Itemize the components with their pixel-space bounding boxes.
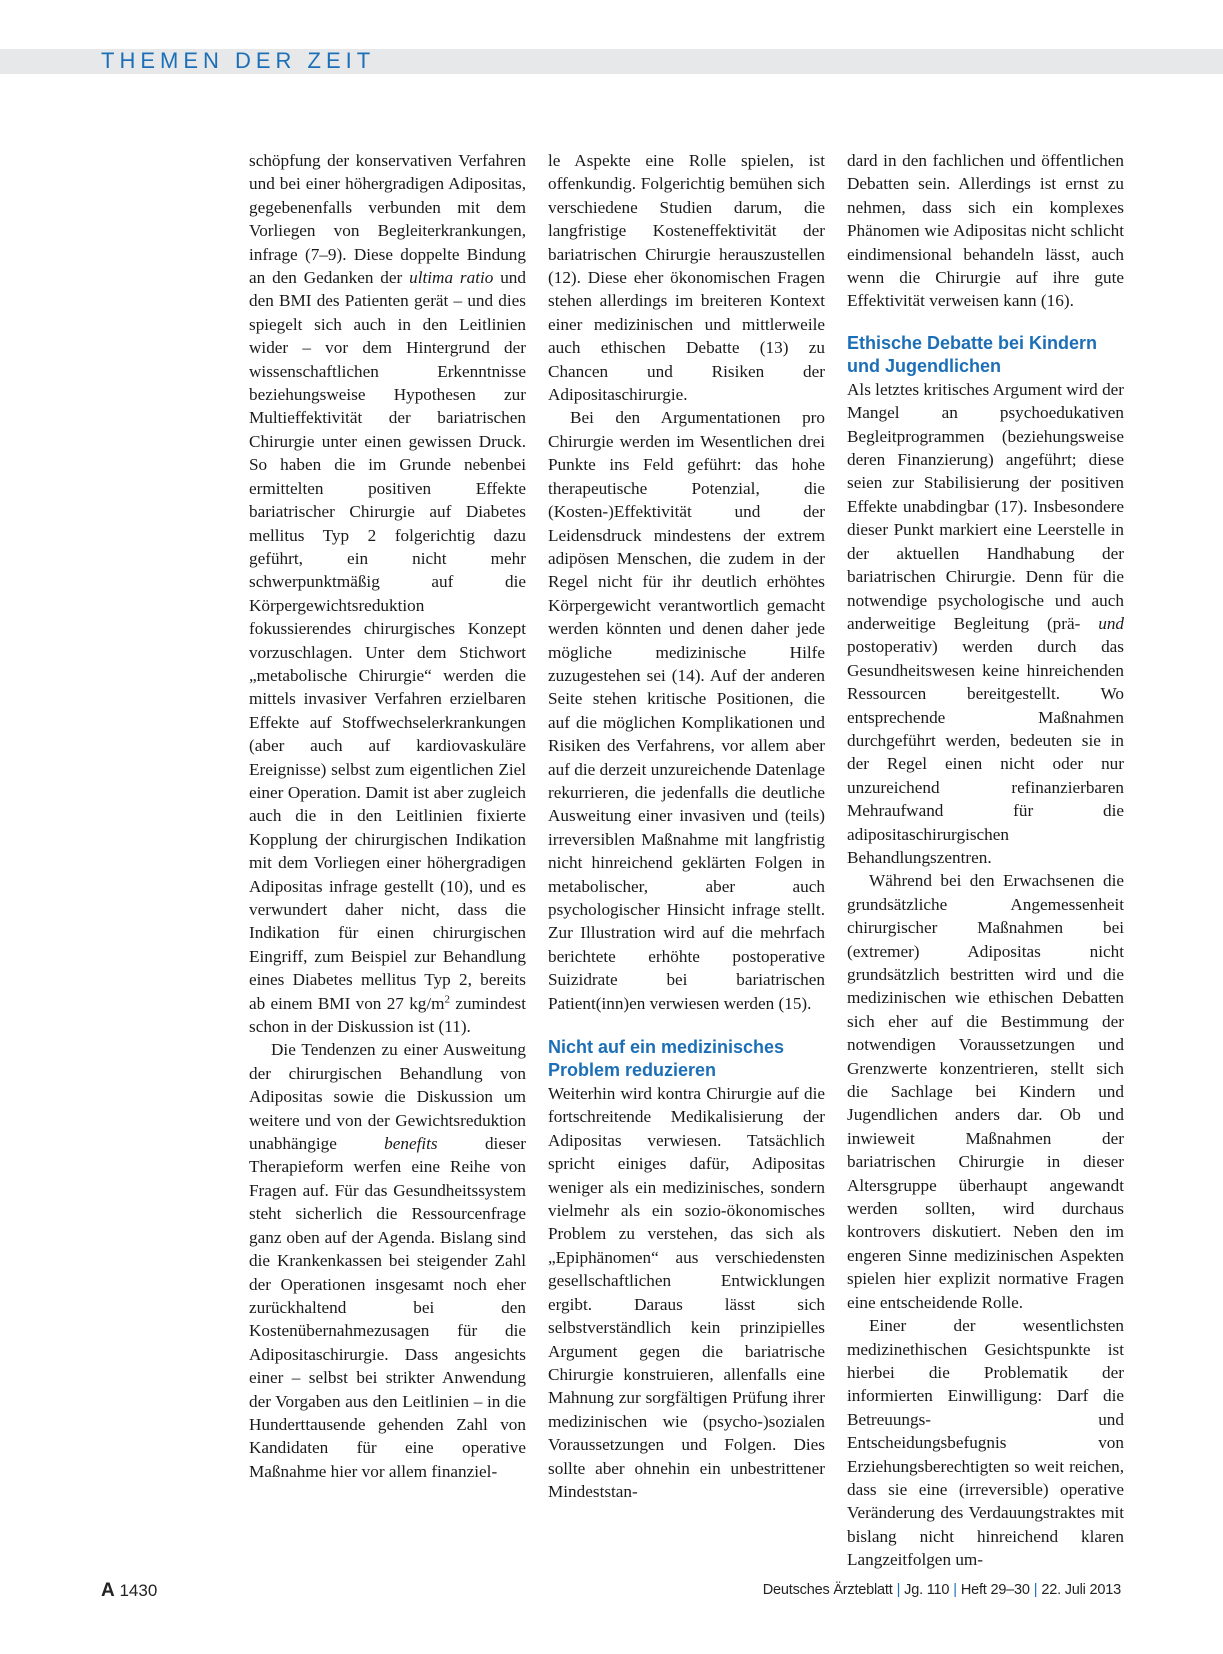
paragraph: schöpfung der konservativen Verfahren und bei einer höhergradigen Adipositas, gegebenenfalls verbunden mit dem Vorliegen von Begleiterkrankungen, infrage (7–9). Diese doppelte Bindung an den Gedanken der ultima ratio und den BMI des Patienten gerät – und dies spiegelt sich auch in den Leitlinien wider – vor dem Hintergrund der wissenschaftlichen Erkenntnisse beziehungsweise Hypothesen zur Multieffektivität der bariatrischen Chirurgie unter einen gewissen Druck. So haben die im Grunde nebenbei ermittelten positiven Effekte bariatrischer Chirurgie auf Diabetes mellitus Typ 2 folgerichtig dazu geführt, ein nicht mehr schwerpunktmäßig auf die Körpergewichtsreduktion fokussierendes chirurgisches Konzept vorzuschlagen. Unter dem Stichwort „metabolische Chirurgie“ werden die mittels invasiver Verfahren erzielbaren Effekte auf Stoffwechselerkrankungen (aber auch auf kardiovaskuläre Ereignisse) selbst zum eigentlichen Ziel einer Operation. Damit ist aber zugleich auch die in den Leitlinien fixierte Kopplung der chirurgischen Indikation mit dem Vorliegen einer höhergradigen Adipositas infrage gestellt (10), und es verwundert daher nicht, dass die Indikation für einen chirurgischen Eingriff, zum Beispiel zur Behandlung eines Diabetes mellitus Typ 2, bereits ab einem BMI von 27 $kg/m^2$ zumindest schon in der Diskussion ist (11).	[249, 151, 526, 1037]
paragraph: Bei den Argumentationen pro Chirurgie werden im Wesentlichen drei Punkte ins Feld geführt: das hohe therapeutische Potenzial, die (Kosten-)Effektivität und der Leidensdruck mindestens der extrem adipösen Menschen, die zudem in der Regel nicht für ihr deutlich erhöhtes Körpergewicht verantwortlich gemacht werden könnten und denen daher jede mögliche medizinische Hilfe zuzugestehen sei (14). Auf der anderen Seite stehen kritische Positionen, die auf die möglichen Komplikationen und Risiken des Verfahrens, vor allem aber auf die derzeit unzureichende Datenlage rekurrieren, die jedenfalls die deutliche Ausweitung einer invasiven und (teils) irreversiblen Maßnahme mit langfristig nicht hinreichend geklärten Folgen in metabolischer, aber auch psychologischer Hinsicht infrage stellt. Zur Illustration wird auf die mehrfach berichtete erhöhte postoperative Suizidrate bei bariatrischen Patient(inn)en verwiesen werden (15).	[548, 408, 825, 1013]
paragraph: Als letztes kritisches Argument wird der Mangel an psychoedukativen Begleitprogrammen (beziehungsweise deren Finanzierung) angeführt; diese seien zur Stabilisierung der positiven Effekte unabdingbar (17). Insbesondere dieser Punkt markiert eine Leerstelle in der aktuellen Handhabung der bariatrischen Chirurgie. Denn für die notwendige psychologische und auch anderweitige Begleitung (prä- und postoperativ) werden durch das Gesundheitswesen keine hinreichenden Ressourcen bereitgestellt. Wo entsprechende Maßnahmen durchgeführt werden, bedeuten sie in der Regel einen nicht oder nur unzureichend refinanzierbaren Mehraufwand für die adipositaschirurgischen Behandlungszentren.	[847, 379, 1125, 867]
paragraph: Die Tendenzen zu einer Ausweitung der chirurgischen Behandlung von Adipositas sowie die Diskussion um weitere und von der Gewichtsreduktion unabhängige benefits dieser Therapieform werfen eine Reihe von Fragen auf. Für das Gesundheitssystem steht sicherlich die Ressourcenfrage ganz oben auf der Agenda. Bislang sind die Krankenkassen bei steigender Zahl der Operationen insgesamt noch eher zurückhaltend bei den Kostenübernahmezusagen für die Adipositaschirurgie. Dass angesichts einer – selbst bei strikter Anwendung der Vorgaben aus den Leitlinien – in die Hunderttausende gehenden Zahl von Kandidaten für eine operative Maßnahme hier vor allem finanziel-	[249, 1040, 526, 1481]
column-2	[548, 149, 825, 1503]
paragraph: Weiterhin wird kontra Chirurgie auf die fortschreitende Medikalisierung der Adipositas verwiesen. Tatsächlich spricht einiges dafür, Adipositas weniger als ein medizinisches, sondern vielmehr als ein sozio-ökonomisches Problem zu verstehen, das sich als „Epiphänomen“ aus verschiedensten gesellschaftlichen Entwicklungen ergibt. Daraus lässt sich selbstverständlich kein prinzipielles Argument gegen die bariatrische Chirurgie konstruieren, allenfalls eine Mahnung zur sorgfältigen Prüfung ihrer medizinischen wie (psycho-)sozialen Voraussetzungen und Folgen. Dies sollte aber ohnehin ein unbestrittener Mindeststan-	[548, 1084, 825, 1501]
column-3	[847, 149, 1124, 1572]
subheading: Ethische Debatte bei Kindern und Jugendlichen	[847, 332, 1098, 376]
paragraph: Einer der wesentlichsten medizinethischen Gesichtspunkte ist hierbei die Problematik der informierten Einwilligung: Darf die Betreuungs- und Entscheidungsbefugnis von Erziehungsberechtigten so weit reichen, dass sie eine (irreversible) operative Veränderung des Verdauungstraktes mit bislang nicht hinreichend klaren Langzeitfolgen um-	[847, 1316, 1124, 1570]
paragraph: dard in den fachlichen und öffentlichen Debatten sein. Allerdings ist ernst zu nehmen, dass sich ein komplexes Phänomen wie Adipositas nicht schlicht eindimensional behandeln lässt, auch wenn die Chirurgie auf ihre gute Effektivität verweisen kann (16).	[847, 151, 1124, 311]
page-number: A 1430	[101, 1580, 158, 1601]
section-label: THEMEN DER ZEIT	[101, 48, 376, 73]
paragraph: le Aspekte eine Rolle spielen, ist offenkundig. Folgerichtig bemühen sich verschiedene Studien darum, die langfristige Kosteneffektivität der bariatrischen Chirurgie herauszustellen (12). Diese eher ökonomischen Fragen stehen allerdings im breiteren Kontext einer medizinischen und mittlerweile auch ethischen Debatte (13) zu Chancen und Risiken der Adipositaschirurgie.	[548, 151, 825, 405]
paragraph: Während bei den Erwachsenen die grundsätzliche Angemessenheit chirurgischer Maßnahmen bei (extremer) Adipositas nicht grundsätzlich bestritten wird und die medizinischen wie ethischen Debatten sich eher auf die Bestimmung der notwendigen Voraussetzungen und Grenzwerte konzentrieren, stellt sich die Sachlage bei Kindern und Jugendlichen anders dar. Ob und inwieweit Maßnahmen der bariatrischen Chirurgie in dieser Altersgruppe überhaupt angewandt werden sollten, wird durchaus kontrovers diskutiert. Neben den im engeren Sinne medizinischen Aspekten spielen hier explizit normative Fragen eine entscheidende Rolle.	[847, 871, 1124, 1312]
journal-footer: Deutsches Ärzteblatt | Jg. 110 | Heft 29–30 | 22. Juli 2013	[762, 1582, 1121, 1598]
subheading: Nicht auf ein medizinisches Problem reduzieren	[548, 1037, 785, 1081]
column-1	[249, 149, 526, 1483]
